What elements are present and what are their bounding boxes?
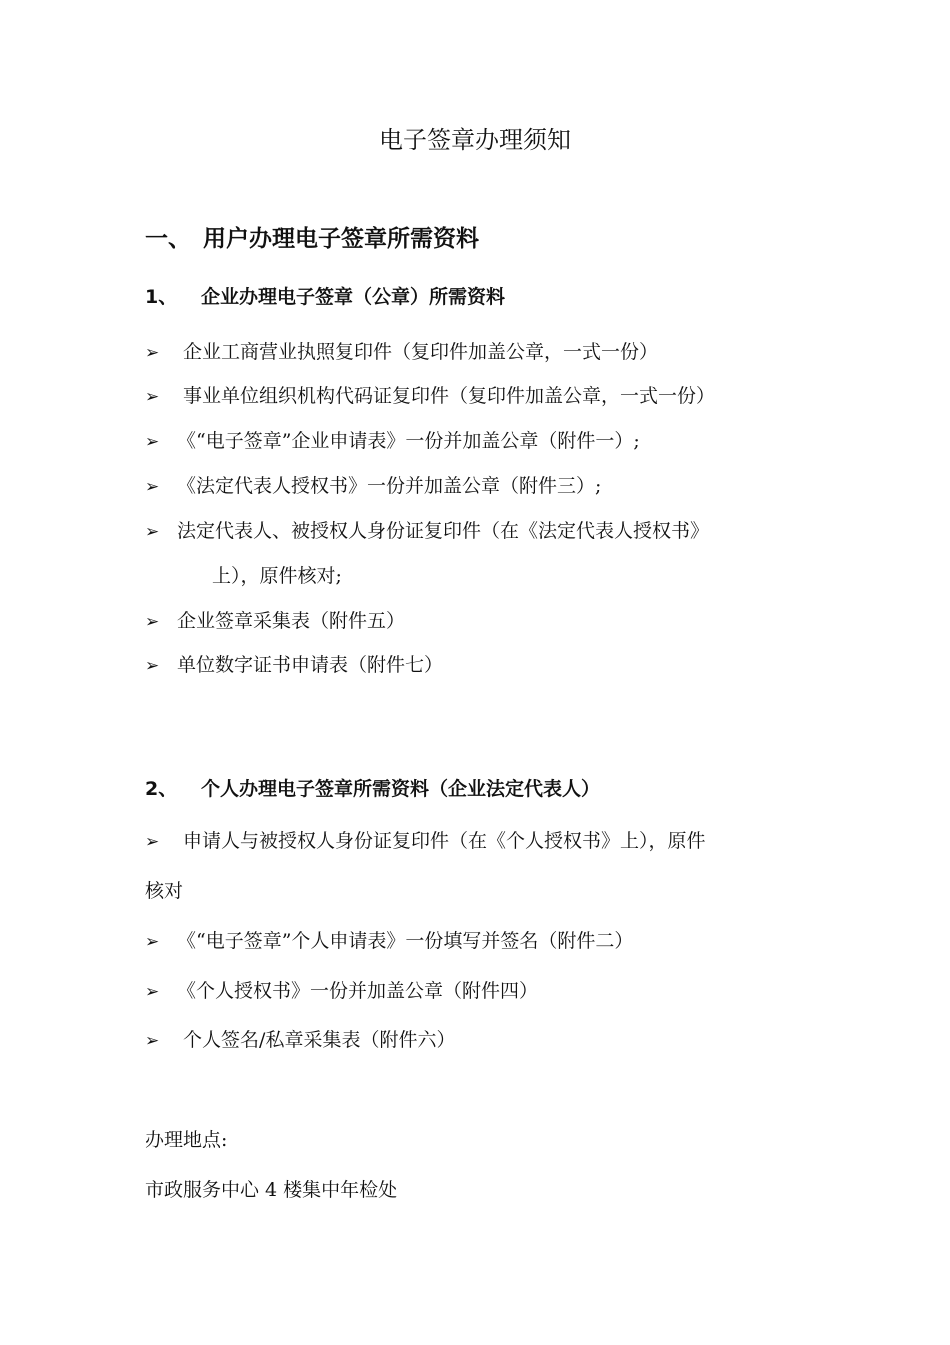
list-item-text: 个人签名/私章采集表（附件六） <box>177 1029 456 1051</box>
arrow-bullet-icon: ➢ <box>145 1031 160 1051</box>
sub-heading-2 <box>145 774 600 804</box>
list-item-text: 单位数字证书申请表（附件七） <box>177 654 444 676</box>
list-item-text: 《“电子签章”企业申请表》一份并加盖公章（附件一）; <box>177 430 640 452</box>
list-item <box>145 976 538 1007</box>
section-heading-1 <box>145 222 479 256</box>
list-item <box>145 471 601 502</box>
list-item <box>145 426 640 457</box>
list-item <box>145 516 709 547</box>
arrow-bullet-icon: ➢ <box>145 656 160 676</box>
sub-heading-text: 企业办理电子签章（公章）所需资料 <box>201 286 506 308</box>
list-item-continuation: 核对 <box>145 880 184 902</box>
location-value: 市政服务中心 4 楼集中年检处 <box>145 1179 398 1201</box>
section-number: 一、 <box>145 226 191 252</box>
list-item <box>145 826 706 857</box>
arrow-bullet-icon: ➢ <box>145 832 160 852</box>
list-item-text: 《个人授权书》一份并加盖公章（附件四） <box>177 980 539 1002</box>
arrow-bullet-icon: ➢ <box>145 432 160 452</box>
sub-heading-text: 个人办理电子签章所需资料（企业法定代表人） <box>201 778 601 800</box>
list-item-text: 法定代表人、被授权人身份证复印件（在《法定代表人授权书》 <box>177 520 710 542</box>
list-item-text: 企业工商营业执照复印件（复印件加盖公章，一式一份） <box>177 341 659 363</box>
section-heading-text: 用户办理电子签章所需资料 <box>203 226 479 252</box>
list-item-text: 申请人与被授权人身份证复印件（在《个人授权书》上），原件 <box>177 830 706 852</box>
sub-heading-number: 1、 <box>145 286 178 308</box>
list-item <box>145 1025 455 1056</box>
arrow-bullet-icon: ➢ <box>145 343 160 363</box>
page-title: 电子签章办理须知 <box>379 126 571 154</box>
list-item <box>145 381 715 412</box>
list-item <box>145 606 405 637</box>
arrow-bullet-icon: ➢ <box>145 387 160 407</box>
list-item-text: 企业签章采集表（附件五） <box>177 610 406 632</box>
arrow-bullet-icon: ➢ <box>145 522 160 542</box>
list-item-text: 事业单位组织机构代码证复印件（复印件加盖公章，一式一份） <box>177 385 716 407</box>
arrow-bullet-icon: ➢ <box>145 612 160 632</box>
arrow-bullet-icon: ➢ <box>145 982 160 1002</box>
list-item <box>145 337 658 368</box>
arrow-bullet-icon: ➢ <box>145 932 160 952</box>
arrow-bullet-icon: ➢ <box>145 477 160 497</box>
sub-heading-1 <box>145 282 505 312</box>
list-item <box>145 650 443 681</box>
list-item-text: 《“电子签章”个人申请表》一份填写并签名（附件二） <box>177 930 634 952</box>
list-item <box>145 926 633 957</box>
list-item-continuation: 上），原件核对; <box>212 565 342 587</box>
sub-heading-number: 2、 <box>145 778 178 800</box>
location-label: 办理地点: <box>145 1129 228 1151</box>
list-item-text: 《法定代表人授权书》一份并加盖公章（附件三）; <box>177 475 602 497</box>
